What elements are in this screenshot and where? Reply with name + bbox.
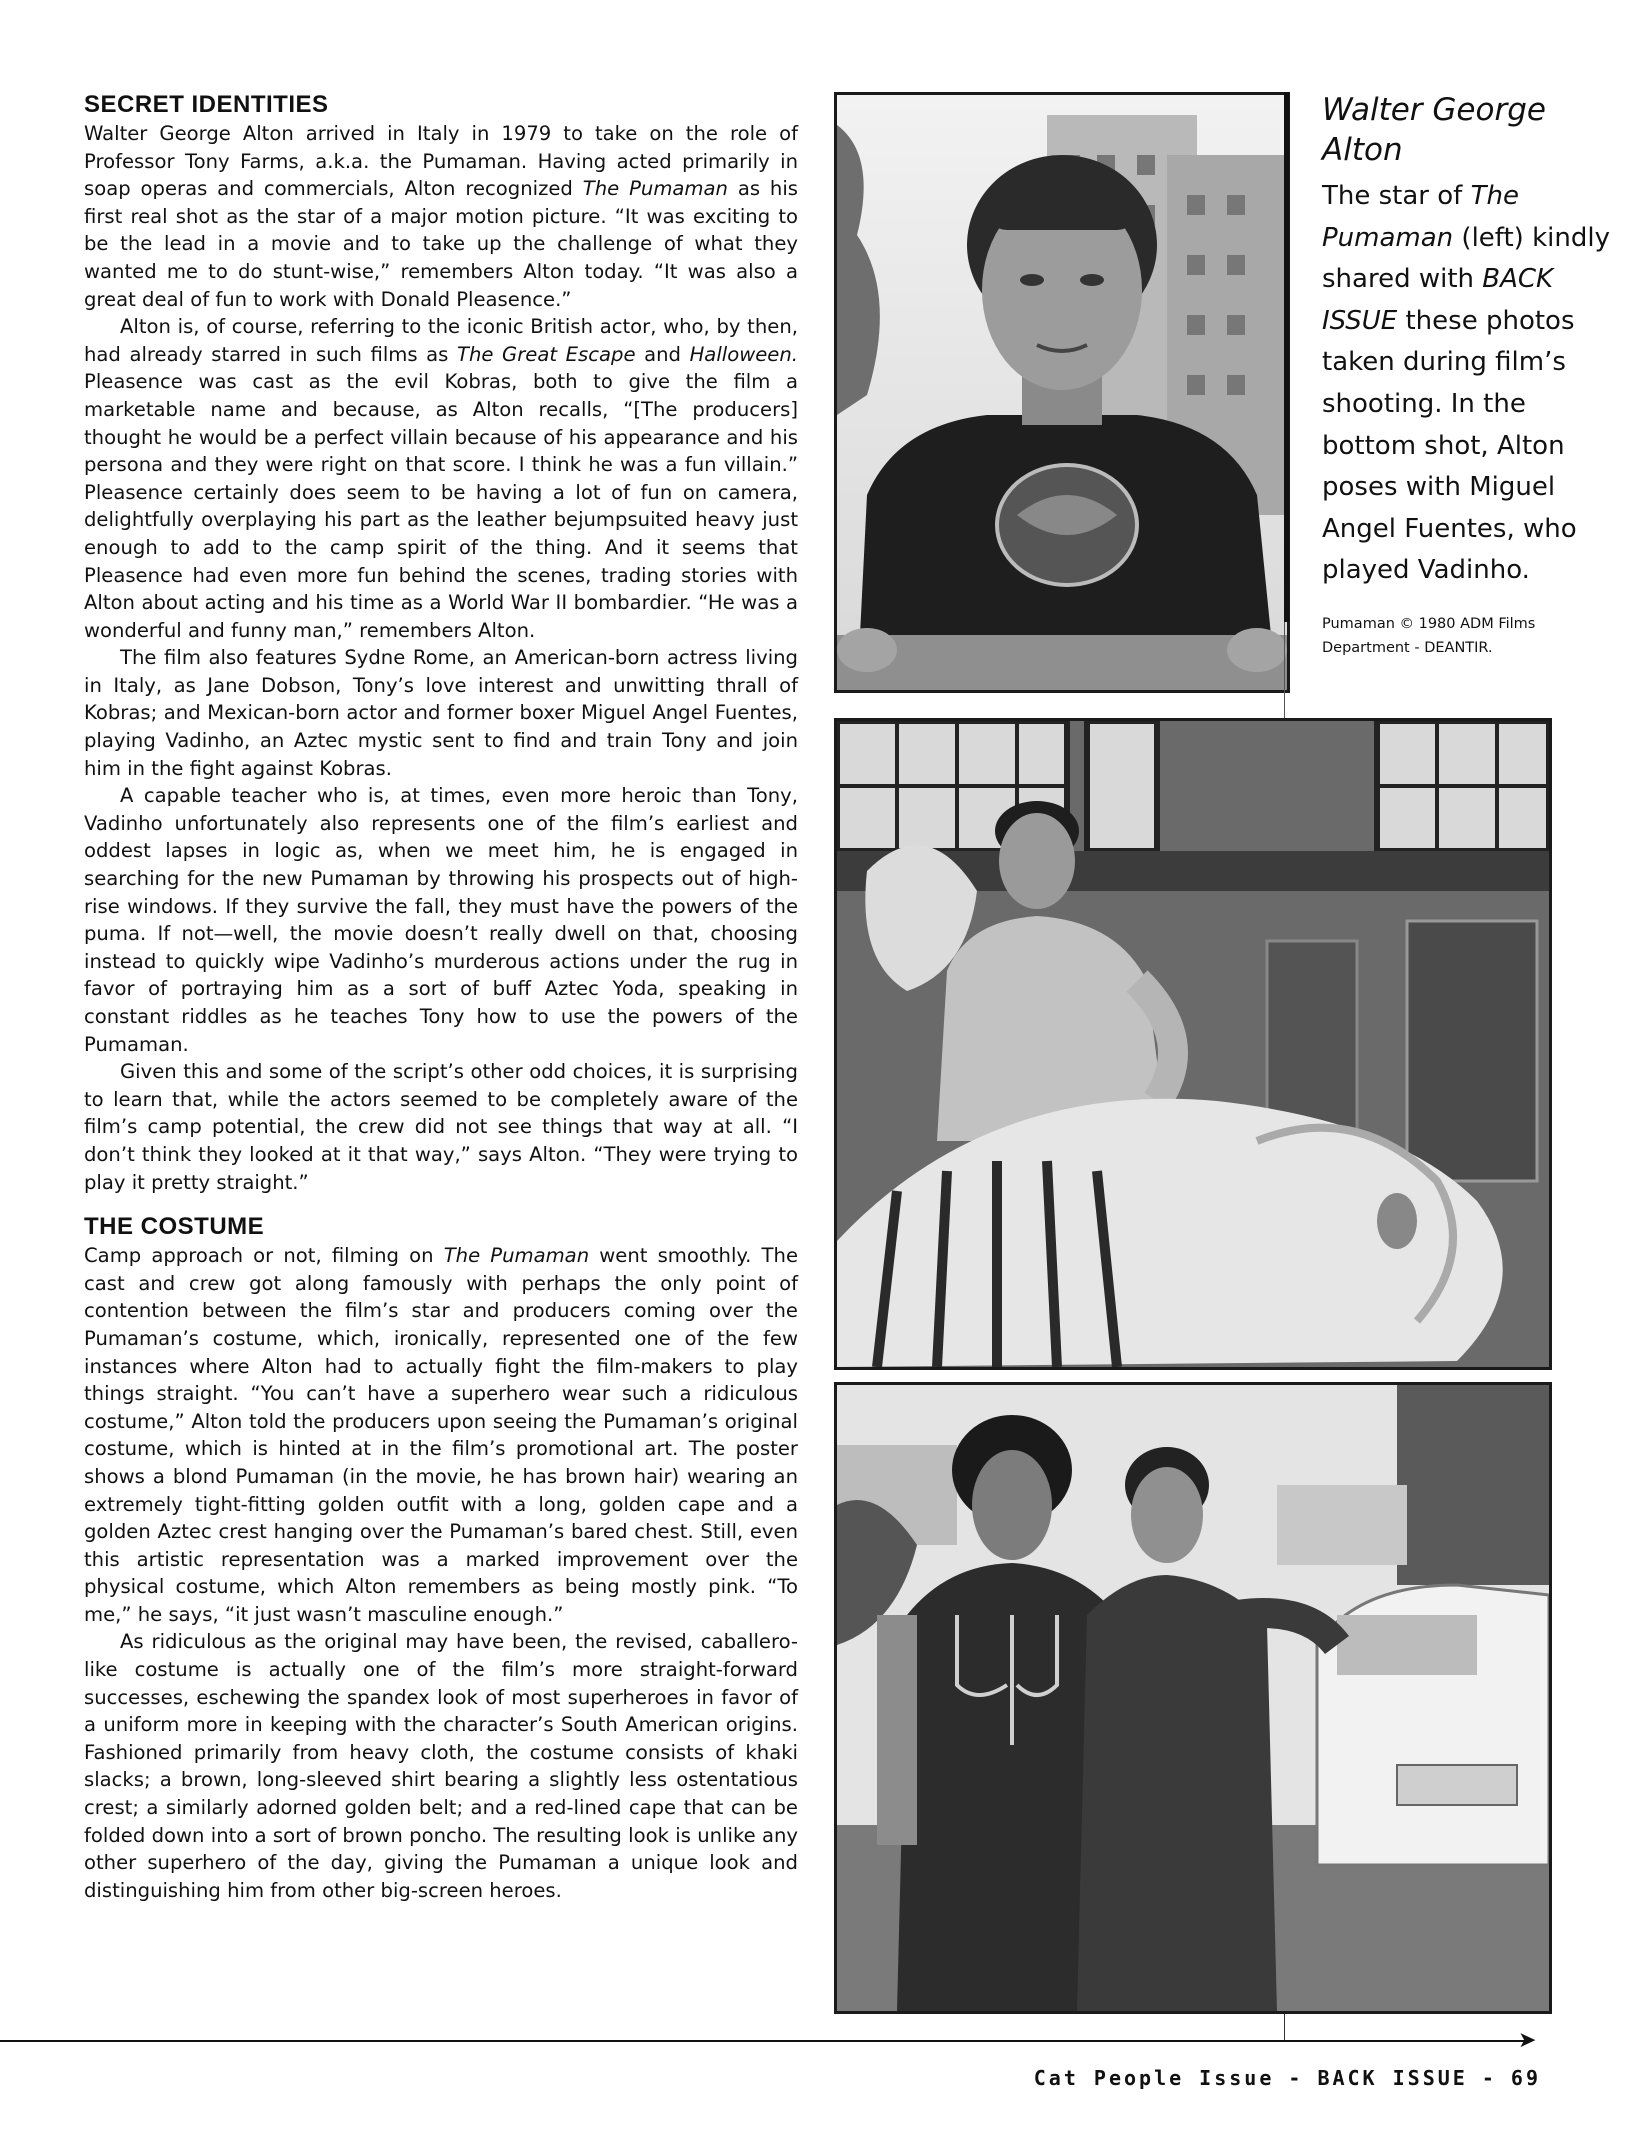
page-number: 69: [1510, 2066, 1541, 2090]
article-column: [84, 90, 798, 1904]
folio-separator: -: [1288, 2066, 1304, 2090]
article-paragraph: The film also features Sydne Rome, an American-born actress living in Italy, as Jane Dobson, Tony’s love interest and unwitting thrall of Kobras; and Mexican-born actor and former boxer Miguel Angel Fuentes, playing Vadinho, an Aztec mystic sent to find and train Tony and join him in the fight against Kobras.: [84, 646, 798, 780]
sidebar-hairline: [1284, 622, 1285, 718]
article-paragraph: Camp approach or not, filming on The Pumaman went smoothly. The cast and crew got along famously with perhaps the only point of contention between the film’s star and producers coming over the Pumaman’s costume, which, ironically, represented one of the few instances where Alton had to actually fight the film-makers to play things straight. “You can’t have a superhero wear such a ridiculous costume,” Alton told the producers upon seeing the Pumaman’s original costume, which is hinted at in the film’s promotional art. The poster shows a blond Pumaman (in the movie, he has brown hair) wearing an extremely tight-fitting golden outfit with a long, golden cape and a golden Aztec crest hanging over the Pumaman’s bared chest. Still, even this artistic representation was a marked improvement over the physical costume, which Alton remembers as being mostly pink. “To me,” he says, “it just wasn’t masculine enough.”: [84, 1244, 798, 1626]
folio-magazine: BACK ISSUE: [1317, 2066, 1468, 2090]
folio-issue: Cat People Issue: [1033, 2066, 1275, 2090]
footer-hairline: [1284, 2014, 1285, 2040]
arrow-right-icon: ➤: [1518, 2028, 1537, 2053]
folio: [1034, 2066, 1541, 2090]
photo-alton-skeleton: [834, 718, 1552, 1370]
article-paragraph: A capable teacher who is, at times, even more heroic than Tony, Vadinho unfortunately also represents one of the film’s earliest and oddest lapses in logic as, when we meet him, he is engaged in searching for the new Pumaman by throwing his prospects out of high-rise windows. If they survive the fall, they must have the powers of the puma. If not—well, the movie doesn’t really dwell on that, choosing instead to quickly wipe Vadinho’s murderous actions under the rug in favor of portraying him as a sort of buff Aztec Yoda, speaking in constant riddles as he teaches Tony how to use the powers of the Pumaman.: [84, 784, 798, 1056]
article-paragraph: As ridiculous as the original may have been, the revised, caballero-like costume is actually one of the film’s more straight-forward successes, eschewing the spandex look of most superheroes in favor of a uniform more in keeping with the character’s South American origins. Fashioned primarily from heavy cloth, the costume consists of khaki slacks; a brown, long-sleeved shirt bearing a slightly less ostentatious crest; a similarly adorned golden belt; and a red-lined cape that can be folded down into a sort of brown poncho. The resulting look is unlike any other superhero of the day, giving the Pumaman a unique look and distinguishing him from other big-screen heroes.: [84, 1630, 798, 1902]
section-heading-the-costume: THE COSTUME: [84, 1213, 265, 1241]
sidebar-rule: [1284, 92, 1289, 622]
photo-credit: Pumaman © 1980 ADM Films Department - DEANTIR.: [1322, 615, 1536, 656]
photo-alton-portrait: [834, 92, 1290, 693]
photo-caption-sidebar: [1322, 90, 1622, 660]
footer-rule: [0, 2040, 1530, 2042]
sidebar-title: Walter George Alton: [1322, 92, 1546, 168]
article-paragraph: Alton is, of course, referring to the iconic British actor, who, by then, had already starred in such films as The Great Escape and Halloween. Pleasence was cast as the evil Kobras, both to give the film a marketable name and because, as Alton recalls, “[The producers] thought he would be a perfect villain because of his appearance and his persona and they were right on that score. I think he was a fun villain.” Pleasence certainly does seem to be having a lot of fun on camera, delightfully overplaying his part as the leather bejumpsuited heavy just enough to add to the camp spirit of the thing. And it seems that Pleasence had even more fun behind the scenes, trading stories with Alton about acting and his time as a World War II bombardier. “He was a wonderful and funny man,” remembers Alton.: [84, 315, 798, 642]
article-paragraph: Given this and some of the script’s other odd choices, it is surprising to learn that, while the actors seemed to be completely aware of the film’s camp potential, the crew did not see things that way at all. “I don’t think they looked at it that way,” says Alton. “They were trying to play it pretty straight.”: [84, 1060, 798, 1194]
folio-separator: -: [1481, 2066, 1497, 2090]
section-heading-secret-identities: SECRET IDENTITIES: [84, 91, 329, 118]
article-paragraph: Walter George Alton arrived in Italy in 1979 to take on the role of Professor Tony Farms, a.k.a. the Pumaman. Having acted primarily in soap operas and commercials, Alton recognized The Pumaman as his first real shot as the star of a major motion picture. “It was exciting to be the lead in a movie and to take up the challenge of what they wanted me to do stunt-wise,” remembers Alton today. “It was also a great deal of fun to work with Donald Pleasence.”: [84, 122, 798, 311]
sidebar-caption: The star of The Pumaman (left) kindly shared with BACK ISSUE these photos taken during film’s shooting. In the bottom shot, Alton poses with Miguel Angel Fuentes, who played Vadinho.: [1322, 181, 1610, 586]
photo-alton-with-fuentes: [834, 1382, 1552, 2014]
